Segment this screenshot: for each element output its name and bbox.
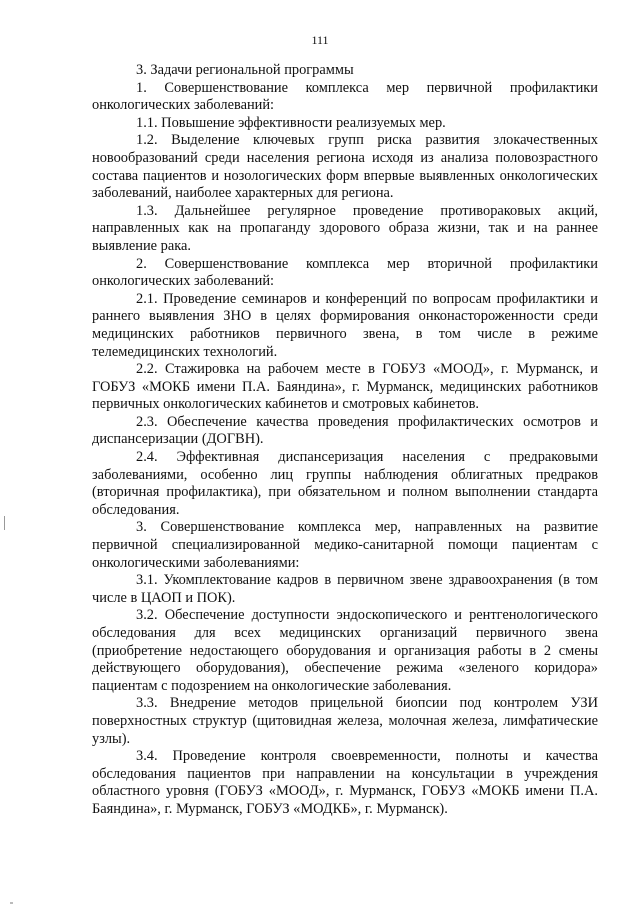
page-number: 111 xyxy=(311,33,329,47)
paragraph: 2.2. Стажировка на рабочем месте в ГОБУЗ «МООД», г. Мурманск, и ГОБУЗ «МОКБ имени П.А. Баяндина», г. Мурманск, медицинских работников первичных онкологических кабинетов и смотровых кабинетов. xyxy=(92,361,598,413)
scan-artifact-line xyxy=(4,516,5,530)
scan-artifact-dot xyxy=(10,902,13,904)
paragraph: 3.2. Обеспечение доступности эндоскопического и рентгенологического обследования для всех медицинских организаций первичного звена (приобретение недостающего оборудования и организация работы в 2 смены действующего оборудования), обеспечение режима «зеленого коридора» пациентам с подозрением на онкологические заболевания. xyxy=(92,607,598,694)
paragraph: 2.1. Проведение семинаров и конференций по вопросам профилактики и раннего выявления ЗНО в целях формирования онконастороженности среди медицинских работников первичного звена, в том числе в режиме телемедицинских технологий. xyxy=(92,290,598,360)
paragraph: 2.4. Эффективная диспансеризация населения с предраковыми заболеваниями, особенно лиц группы наблюдения облигатных предраков (вторичная профилактика), при обязательном и полном выполнении стандарта обследования. xyxy=(92,449,598,518)
paragraph: 3.3. Внедрение методов прицельной биопсии под контролем УЗИ поверхностных структур (щитовидная железа, молочная железа, лимфатические узлы). xyxy=(92,695,598,747)
paragraph: 2. Совершенствование комплекса мер вторичной профилактики онкологических заболеваний: xyxy=(92,255,598,290)
paragraph: 2.3. Обеспечение качества проведения профилактических осмотров и диспансеризации (ДОГВН). xyxy=(92,413,598,448)
paragraph: 3.1. Укомплектование кадров в первичном звене здравоохранения (в том числе в ЦАОП и ПОК). xyxy=(92,572,598,606)
paragraph: 1. Совершенствование комплекса мер первичной профилактики онкологических заболеваний: xyxy=(92,79,598,114)
paragraph: 3.4. Проведение контроля своевременности, полноты и качества обследования пациентов при направлении на консультации в учреждения областного уровня (ГОБУЗ «МООД», г. Мурманск, ГОБУЗ «МОКБ имени П.А. Баяндина», г. Мурманск, ГОБУЗ «МОДКБ», г. Мурманск). xyxy=(92,748,598,817)
paragraph: 1.1. Повышение эффективности реализуемых мер. xyxy=(136,114,446,131)
section-heading: 3. Задачи региональной программы xyxy=(136,62,354,78)
paragraph: 1.2. Выделение ключевых групп риска развития злокачественных новообразований среди населения региона исходя из анализа половозрастного состава пациентов и нозологических форм впервые выявленных онкологических заболеваний, наиболее характерных для региона. xyxy=(92,132,598,202)
paragraph: 3. Совершенствование комплекса мер, направленных на развитие первичной специализированной медико-санитарной помощи пациентам с онкологическими заболеваниями: xyxy=(92,519,598,571)
document-body xyxy=(92,62,598,819)
paragraph: 1.3. Дальнейшее регулярное проведение противораковых акций, направленных как на пропаганду здорового образа жизни, так и на раннее выявление рака. xyxy=(92,202,598,254)
